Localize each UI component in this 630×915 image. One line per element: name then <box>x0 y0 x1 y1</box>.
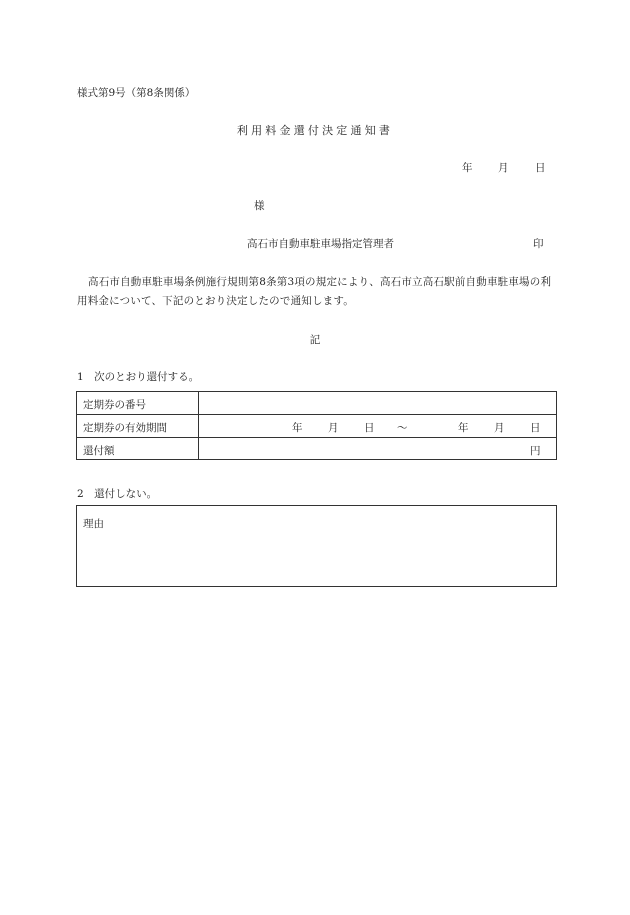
document-title: 利用料金還付決定通知書 <box>236 124 394 137</box>
period-tilde: ～ <box>397 422 408 434</box>
start-year-label: 年 <box>292 422 303 434</box>
validity-period-label: 定期券の有効期間 <box>83 422 167 434</box>
table-row-divider <box>77 414 556 415</box>
reason-label: 理由 <box>83 518 104 530</box>
end-year-label: 年 <box>458 422 469 434</box>
end-month-label: 月 <box>494 422 505 434</box>
date-year-label: 年 <box>462 162 473 174</box>
date-day-label: 日 <box>535 162 546 174</box>
end-day-label: 日 <box>530 422 541 434</box>
start-day-label: 日 <box>364 422 375 434</box>
start-month-label: 月 <box>328 422 339 434</box>
seal-mark: 印 <box>533 238 544 250</box>
section2-heading: 2 還付しない。 <box>77 488 158 500</box>
refund-table <box>76 391 557 460</box>
ki-heading: 記 <box>309 334 321 346</box>
form-number: 様式第9号（第8条関係） <box>77 87 196 99</box>
notice-body: 高石市自動車駐車場条例施行規則第8条第3項の規定により、高石市立高石駅前自動車駐車場の利用料金について、下記のとおり決定したので通知します。 <box>77 276 552 307</box>
sender-name: 高石市自動車駐車場指定管理者 <box>247 238 394 250</box>
section1-heading: 1 次のとおり還付する。 <box>77 371 200 383</box>
refund-amount-label: 還付額 <box>83 445 115 457</box>
date-month-label: 月 <box>498 162 509 174</box>
table-column-divider <box>198 392 199 459</box>
reason-box <box>76 505 557 587</box>
yen-unit: 円 <box>530 445 541 457</box>
table-row-divider <box>77 437 556 438</box>
addressee-suffix: 様 <box>254 200 265 212</box>
pass-number-label: 定期券の番号 <box>83 399 146 411</box>
